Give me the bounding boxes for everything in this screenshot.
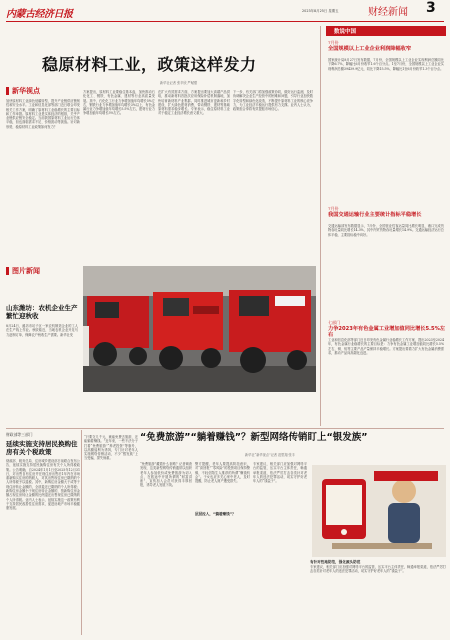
photo-news-header — [6, 266, 76, 276]
main-story-col4: 下一步，有关部门将加强政策协同，做好运行监测，及时协调解决企业生产经营中的困难和问题，引导行业加快数字化转型和绿色化改造，不断提升原材料工业的核心竞争力，为工业经济平稳运行提供有力支撑。业内人士认为，政策组合拳将有效提振市场信心。 — [233, 90, 313, 112]
main-byline: 新华社记者 张辛欣 严赋憬 — [160, 81, 198, 85]
right-column — [326, 26, 446, 426]
bottom-col4: 专家建议，相关部门应加强对网络平台的监管，压实平台主体责任，畅通举报渠道，依法严厉打击各类针对老年人的违法犯罪活动，切实守护好老年人的“钱袋子”。 — [253, 462, 307, 484]
right-item-2-month: 7月份 — [328, 206, 339, 211]
main-story-col3: 在扩大有效需求方面，方案提出要加大高端产品供给，推动新材料首批次应用保险补偿机制落地，加快培育新材料产业集群。同时推进城市更新和乡村建设，扩大绿色建材消费，带动钢铁、建材等基础原材料需求稳步增长。专家表示，稳住原材料工业对于稳定工业经济增长意义重大。 — [158, 90, 230, 116]
masthead-rule — [6, 21, 444, 22]
section-name: 财经新闻 — [368, 7, 408, 18]
left-story — [6, 432, 80, 632]
bottom-subhead-2: 有针对性地防范，强化源头防范 — [310, 560, 361, 564]
left-story-body: 财政部、税务总局、住房城乡建设部日前联合发布公告，延续实施支持居民换购住房有关个人所得税政策。公告明确，自2024年1月1日至2025年12月31日，对出售自有住房并在现住房出售后1年内在市场重新购买住房的纳税人，对其出售现住房已缴纳的个人所得税予以退税。其中，新购住房金额大于或等于现住房转让金额的，全部退还已缴纳的个人所得税；新购住房金额小于现住房转让金额的，按新购住房金额占现住房转让金额的比例退还出售现住房已缴纳的个人所得税。业内人士表示，延续实施这一政策有利于支持居民改善性住房需求，促进房地产市场平稳健康发展。 — [6, 459, 80, 511]
right-item-3-title: 力争2023年有色金属工业增加值同比增长5.5%左右 — [328, 326, 446, 338]
photo-news-block — [6, 266, 316, 426]
right-item-2-body: 交通运输部发布数据显示，7月份，全国营业性客运量同比增长明显，港口完成货物吞吐量同比增长14.3%，其中内贸货物吞吐量增长14.9%。交通运输经济运行总体平稳，主要指标稳中向好。 — [328, 224, 444, 237]
bottom-headline: “免费旅游”“躺着赚钱”？新型网络传销盯上“银发族” — [140, 432, 368, 443]
main-headline: 稳原材料工业，政策这样发力 — [42, 55, 257, 74]
right-item-3-month: 七部门 — [328, 320, 340, 325]
issue-date: 2023年8月25日 星期五 — [302, 9, 339, 13]
left-story-title: 延续实施支持居民换购住房有关个税政策 — [6, 440, 78, 456]
column-rule — [320, 26, 321, 426]
main-story-col2: 方案提出，原材料工业要稳住基本盘，加快推动石化化工、钢铁、有色金属、建材等行业高质量发展。其中，石化化工行业力争增加值年均增长5%左右，钢铁行业力争增加值年均增长3%以上，有色金属行业力争增加值年均增长5.5%左右，建材行业力争增加值年均增长3%左右。 — [83, 90, 155, 116]
right-banner-label: 数说中国 — [334, 29, 357, 35]
right-item-2-title: 我国交通运输行业主要统计指标平稳增长 — [328, 212, 422, 218]
bottom-col3: 警方提醒，老年人要提高防范意识，对“高回报”“零风险”的投资项目保持警惕，不轻信陌生人推荐的所谓“赚钱机会”。子女也应多关心家中老人，及时提醒，防止老人财产遭受损失。 — [195, 462, 250, 484]
page-number: 3 — [426, 0, 436, 16]
bottom-col2: “免费旅游”藏着什么套路？记者调查发现，这类新型网络传销通常以组织老年人参加低价或免费旅游为切入点，在旅途中开展所谓的“财富讲座”，宣传加入会员可获得丰厚回报，诱导老人发展下线。 — [140, 462, 192, 488]
harvester-photo — [83, 266, 316, 392]
bottom-byline: 新华社“新华视点”记者 范思翔 张丰 — [245, 453, 295, 457]
section-mark-icon — [6, 267, 9, 275]
right-banner — [326, 26, 446, 36]
photo-news-label: 图片新闻 — [12, 267, 40, 275]
scam-illustration — [312, 465, 446, 557]
photo-caption: 8月24日，潍坊市坊子区一家农机制造企业的工人在生产线上作业。秋收临近，当地农机企业开足马力赶制订单，保障农户秋收生产需要。新华社发 — [6, 324, 78, 337]
right-item-1-month: 7月份 — [328, 40, 339, 45]
right-item-3-body: 工业和信息化部等部门近日印发有色金属行业稳增长工作方案，提出2023至2024年，有色金属行业稳增长的主要目标是：力争有色金属工业增加值同比增长5.5%左右，铜、铝等主要产品产量保持平稳增长。方案提出要着力扩大有色金属消费需求，推动产品向高端化迈进。 — [328, 338, 444, 355]
bottom-col5: 专家建议，相关部门应加强对网络平台的监管，压实平台主体责任，畅通举报渠道，依法严厉打击各类针对老年人的违法犯罪活动，切实守护好老年人的“钱袋子”。 — [310, 565, 446, 574]
column-rule — [6, 428, 444, 429]
left-story-kicker: 财政部等三部门 — [6, 432, 33, 437]
bottom-col1: “只要交几千元，就能免费去旅游，还能躺着赚钱。”近年来，一些不法分子打着“免费旅游”“养老投资”等旗号，以高额返利为诱饵，专门针对老年人实施网络传销活动，不少“银发族”上当受骗，损失惨重。 — [84, 435, 138, 461]
bottom-subhead: 层层拉人，“躺着赚钱”？ — [195, 512, 236, 516]
photo-news-title: 山东潍坊：农机企业生产繁忙迎秋收 — [6, 304, 78, 320]
main-story-col1: 加快原材料工业绿色低碳转型，提升产业链供应链韧性和安全水平。工业和信息化部等部门近日联合印发相关工作方案，明确了原材料工业稳增长的主要目标和工作举措。原材料工业是实体经济的根基，关乎产业链供应链安全稳定。当前我国原材料工业运行总体平稳，但也面临需求不足、价格波动等挑战。针对新形势，稳原材料工业政策如何发力？ — [6, 99, 80, 129]
section-mark-icon — [6, 87, 9, 95]
right-item-1-body: 国家统计局8月27日发布数据，7月份，全国规模以上工业企业实现利润总额同比下降6.7%，降幅比6月份收窄1.6个百分点。1至7月份，全国规模以上工业企业实现利润总额39439.9亿元，同比下降15.5%，降幅比1至6月份收窄1.3个百分点。 — [328, 58, 444, 71]
section-header-label: 新华视点 — [12, 87, 40, 95]
newspaper-logo: 内蒙古经济日报 — [6, 9, 73, 20]
right-item-1-title: 全国规模以上工业企业利润降幅收窄 — [328, 46, 412, 52]
section-header-xinhua — [6, 86, 76, 96]
column-rule — [81, 430, 82, 635]
